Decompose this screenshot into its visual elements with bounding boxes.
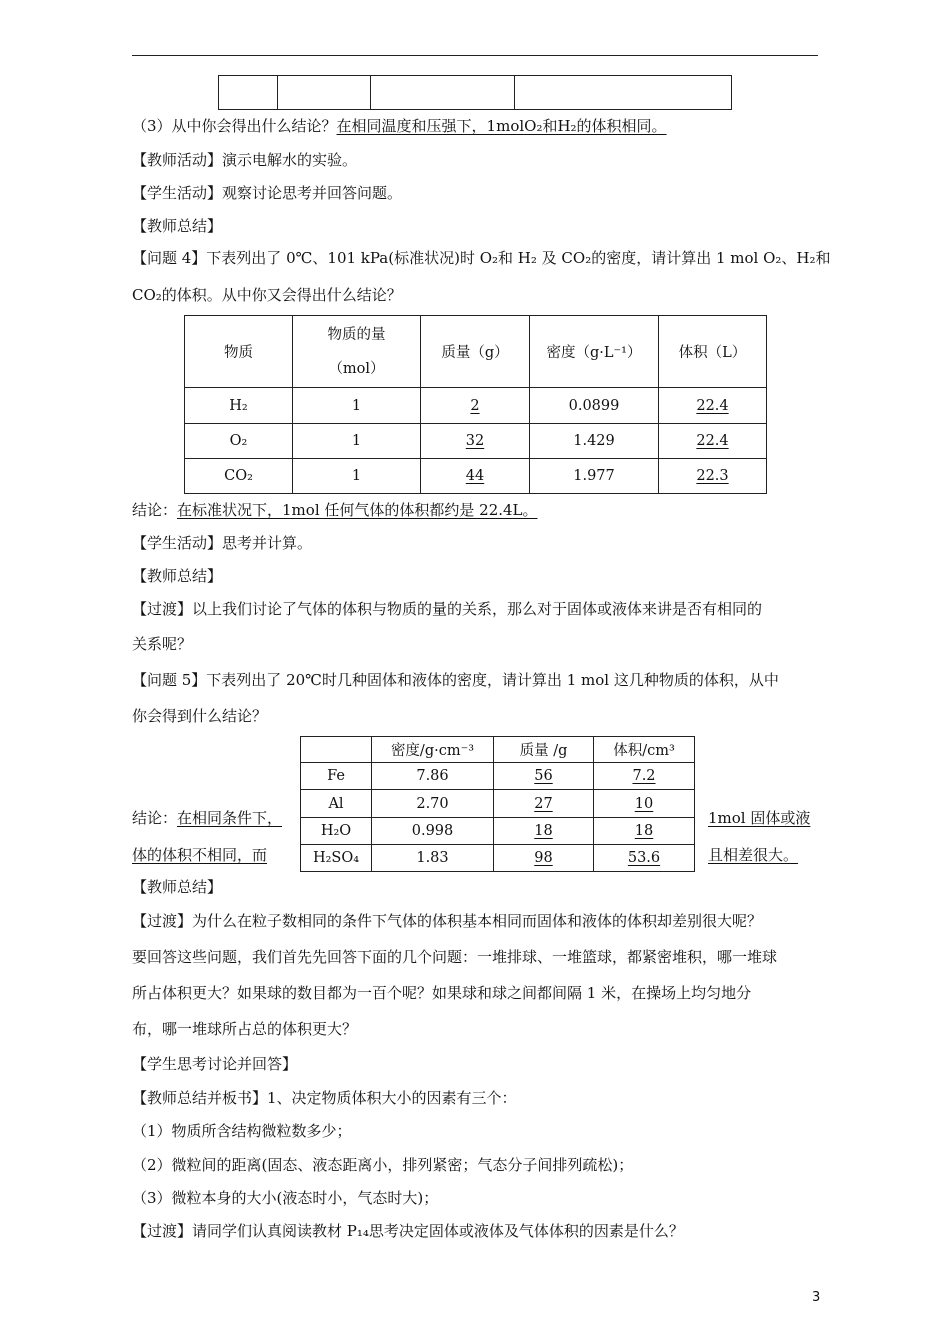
table-header: 体积/cm³ bbox=[594, 737, 695, 763]
conclusion-5-left-1 bbox=[132, 808, 282, 828]
top-table-fragment bbox=[218, 75, 732, 110]
table-header: 质量 /g bbox=[494, 737, 594, 763]
conclusion-answer-part: 在相同条件下， bbox=[177, 809, 283, 827]
table-row bbox=[301, 763, 695, 790]
table-row bbox=[185, 459, 767, 494]
table-row bbox=[185, 388, 767, 424]
transition-1-line-1: 【过渡】以上我们讨论了气体的体积与物质的量的关系，那么对于固体或液体来讲是否有相同的 bbox=[132, 600, 763, 618]
table-cell bbox=[219, 76, 278, 110]
table-header: 物质的量 bbox=[327, 326, 386, 343]
cell-volume: 10 bbox=[594, 790, 695, 818]
transition-2-line-4: 布，哪一堆球所占总的体积更大？ bbox=[132, 1020, 358, 1038]
question-3 bbox=[132, 116, 667, 136]
cell-density: 0.998 bbox=[372, 818, 494, 845]
cell-mass: 44 bbox=[421, 459, 530, 494]
cell-substance: H₂ bbox=[185, 388, 293, 424]
conclusion-4 bbox=[132, 500, 538, 520]
table-cell bbox=[278, 76, 371, 110]
problem-5-line-2: 你会得到什么结论？ bbox=[132, 707, 268, 725]
cell-density: 2.70 bbox=[372, 790, 494, 818]
cell-amount: 1 bbox=[293, 388, 421, 424]
gas-volume-table bbox=[184, 315, 767, 494]
page-number: 3 bbox=[812, 1290, 821, 1305]
cell-amount: 1 bbox=[293, 459, 421, 494]
table-cell bbox=[515, 76, 732, 110]
student-activity: 【学生活动】观察讨论思考并回答问题。 bbox=[132, 184, 403, 202]
transition-2-line-2: 要回答这些问题，我们首先先回答下面的几个问题：一堆排球、一堆篮球，都紧密堆积，哪一堆球 bbox=[132, 948, 778, 966]
cell-substance: Fe bbox=[301, 763, 372, 790]
cell-amount: 1 bbox=[293, 424, 421, 459]
conclusion-answer: 在标准状况下，1mol 任何气体的体积都约是 22.4L。 bbox=[177, 501, 538, 519]
teacher-activity: 【教师活动】演示电解水的实验。 bbox=[132, 151, 358, 169]
table-row bbox=[301, 818, 695, 845]
cell-mass: 32 bbox=[421, 424, 530, 459]
table-row bbox=[301, 790, 695, 818]
cell-volume: 22.4 bbox=[659, 388, 767, 424]
cell-mass: 98 bbox=[494, 845, 594, 872]
teacher-summary: 【教师总结】 bbox=[132, 217, 223, 235]
problem-4-line-2: CO₂的体积。从中你又会得出什么结论？ bbox=[132, 286, 402, 304]
cell-volume: 22.4 bbox=[659, 424, 767, 459]
cell-volume: 7.2 bbox=[594, 763, 695, 790]
factor-item: （2）微粒间的距离(固态、液态距离小，排列紧密；气态分子间排列疏松)； bbox=[132, 1156, 634, 1174]
cell-substance: Al bbox=[301, 790, 372, 818]
student-activity: 【学生活动】思考并计算。 bbox=[132, 534, 313, 552]
factor-item: （3）微粒本身的大小(液态时小，气态时大)； bbox=[132, 1189, 439, 1207]
cell-volume: 53.6 bbox=[594, 845, 695, 872]
table-header: 体积（L） bbox=[659, 316, 767, 388]
table-row bbox=[185, 424, 767, 459]
conclusion-5-right-1: 1mol 固体或液 bbox=[708, 809, 811, 827]
cell-mass: 56 bbox=[494, 763, 594, 790]
table-header-amount bbox=[293, 316, 421, 388]
conclusion-prefix: 结论： bbox=[132, 809, 178, 827]
question-3-answer: 在相同温度和压强下，1molO₂和H₂的体积相同。 bbox=[336, 117, 667, 135]
transition-2-line-3: 所占体积更大？如果球的数目都为一百个呢？如果球和球之间都间隔 1 米，在操场上均匀地分 bbox=[132, 984, 752, 1002]
problem-5-line-1: 【问题 5】下表列出了 20℃时几种固体和液体的密度，请计算出 1 mol 这几种物质的体积，从中 bbox=[132, 671, 779, 689]
table-header bbox=[301, 737, 372, 763]
teacher-summary: 【教师总结】 bbox=[132, 878, 223, 896]
transition-2-line-1: 【过渡】为什么在粒子数相同的条件下气体的体积基本相同而固体和液体的体积却差别很大呢？ bbox=[132, 912, 763, 930]
table-header: 质量（g） bbox=[421, 316, 530, 388]
cell-density: 1.83 bbox=[372, 845, 494, 872]
student-think: 【学生思考讨论并回答】 bbox=[132, 1055, 298, 1073]
teacher-summary: 【教师总结】 bbox=[132, 567, 223, 585]
cell-mass: 27 bbox=[494, 790, 594, 818]
table-header: 密度/g·cm⁻³ bbox=[372, 737, 494, 763]
table-header: 密度（g·L⁻¹） bbox=[530, 316, 659, 388]
cell-substance: H₂O bbox=[301, 818, 372, 845]
table-header-unit: （mol） bbox=[328, 360, 385, 377]
factor-item: （1）物质所含结构微粒数多少； bbox=[132, 1122, 352, 1140]
solid-liquid-table bbox=[300, 736, 695, 872]
cell-substance: H₂SO₄ bbox=[301, 845, 372, 872]
cell-density: 0.0899 bbox=[530, 388, 659, 424]
cell-density: 1.429 bbox=[530, 424, 659, 459]
conclusion-5-right-2: 且相差很大。 bbox=[708, 846, 799, 864]
cell-substance: CO₂ bbox=[185, 459, 293, 494]
transition-3: 【过渡】请同学们认真阅读教材 P₁₄思考决定固体或液体及气体体积的因素是什么？ bbox=[132, 1222, 684, 1240]
question-3-text: （3）从中你会得出什么结论？ bbox=[132, 117, 337, 135]
conclusion-5-left-2: 体的体积不相同，而 bbox=[132, 846, 268, 864]
table-header: 物质 bbox=[185, 316, 293, 388]
problem-4-line-1: 【问题 4】下表列出了 0℃、101 kPa(标准状况)时 O₂和 H₂ 及 CO₂的密度，请计算出 1 mol O₂、H₂和 bbox=[132, 249, 831, 267]
table-row bbox=[301, 845, 695, 872]
cell-substance: O₂ bbox=[185, 424, 293, 459]
cell-volume: 22.3 bbox=[659, 459, 767, 494]
table-cell bbox=[371, 76, 515, 110]
board-summary: 【教师总结并板书】1、决定物质体积大小的因素有三个： bbox=[132, 1089, 517, 1107]
cell-density: 1.977 bbox=[530, 459, 659, 494]
header-rule bbox=[132, 55, 818, 56]
cell-volume: 18 bbox=[594, 818, 695, 845]
cell-density: 7.86 bbox=[372, 763, 494, 790]
cell-mass: 2 bbox=[421, 388, 530, 424]
conclusion-prefix: 结论： bbox=[132, 501, 178, 519]
cell-mass: 18 bbox=[494, 818, 594, 845]
transition-1-line-2: 关系呢？ bbox=[132, 635, 193, 653]
